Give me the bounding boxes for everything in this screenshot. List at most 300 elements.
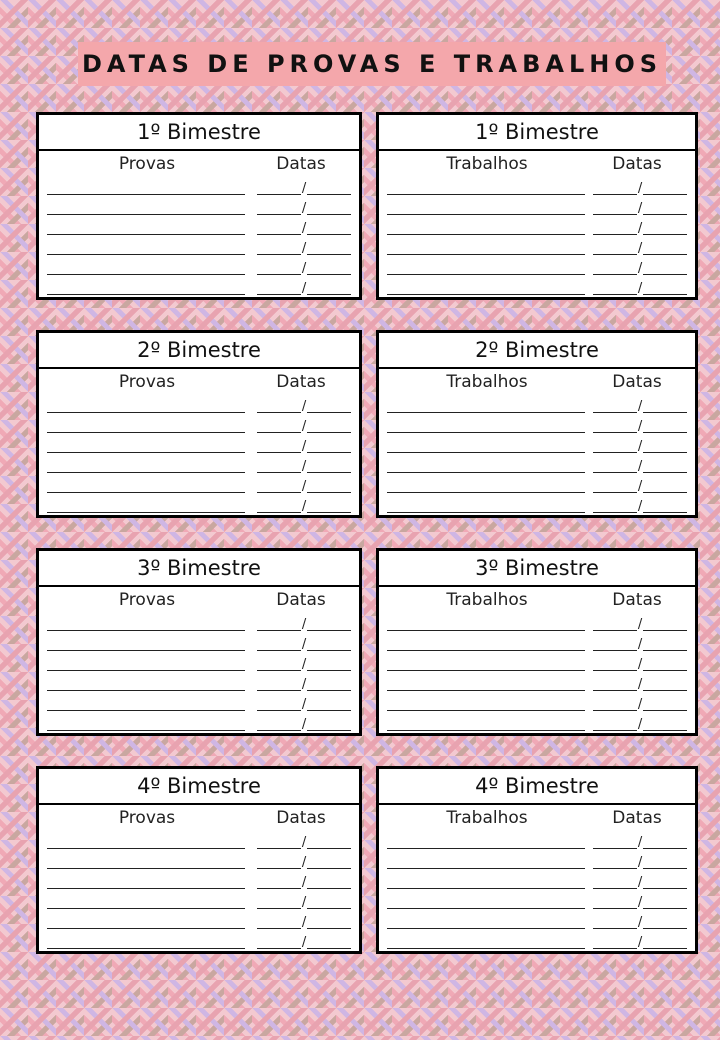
day-blank bbox=[593, 718, 637, 731]
column-header-dates: Datas bbox=[276, 590, 326, 610]
card-title: 1º Bimestre bbox=[39, 115, 359, 151]
month-blank bbox=[643, 638, 687, 651]
day-blank bbox=[593, 856, 637, 869]
month-blank bbox=[643, 856, 687, 869]
date-separator: / bbox=[637, 439, 643, 454]
day-blank bbox=[257, 500, 301, 513]
date-separator: / bbox=[637, 935, 643, 950]
title-banner bbox=[78, 42, 666, 86]
entry-row bbox=[387, 175, 687, 195]
day-blank bbox=[257, 698, 301, 711]
entry-row bbox=[387, 453, 687, 473]
subject-blank-line bbox=[47, 202, 245, 215]
subject-blank-line bbox=[47, 480, 245, 493]
entry-row bbox=[387, 869, 687, 889]
month-blank bbox=[643, 618, 687, 631]
date-separator: / bbox=[301, 935, 307, 950]
month-blank bbox=[307, 856, 351, 869]
month-blank bbox=[307, 618, 351, 631]
date-separator: / bbox=[301, 875, 307, 890]
entry-row bbox=[387, 473, 687, 493]
month-blank bbox=[307, 440, 351, 453]
subject-blank-line bbox=[387, 400, 585, 413]
column-headers bbox=[379, 587, 695, 611]
date-blank-line bbox=[593, 223, 687, 235]
date-blank-line bbox=[257, 639, 351, 651]
day-blank bbox=[257, 420, 301, 433]
date-separator: / bbox=[301, 241, 307, 256]
date-blank-line bbox=[257, 243, 351, 255]
date-separator: / bbox=[637, 419, 643, 434]
date-separator: / bbox=[637, 181, 643, 196]
month-blank bbox=[307, 916, 351, 929]
date-blank-line bbox=[593, 719, 687, 731]
subject-blank-line bbox=[387, 242, 585, 255]
date-blank-line bbox=[257, 441, 351, 453]
date-blank-line bbox=[593, 501, 687, 513]
date-blank-line bbox=[257, 877, 351, 889]
entry-row bbox=[47, 453, 351, 473]
date-blank-line bbox=[593, 481, 687, 493]
date-separator: / bbox=[637, 895, 643, 910]
date-blank-line bbox=[257, 183, 351, 195]
subject-blank-line bbox=[387, 638, 585, 651]
entry-row bbox=[387, 691, 687, 711]
entry-row bbox=[387, 215, 687, 235]
date-separator: / bbox=[301, 657, 307, 672]
day-blank bbox=[593, 222, 637, 235]
month-blank bbox=[643, 400, 687, 413]
subject-blank-line bbox=[47, 876, 245, 889]
entry-row bbox=[47, 493, 351, 513]
date-blank-line bbox=[593, 441, 687, 453]
month-blank bbox=[307, 262, 351, 275]
subject-blank-line bbox=[387, 182, 585, 195]
date-blank-line bbox=[593, 283, 687, 295]
subject-blank-line bbox=[387, 618, 585, 631]
day-blank bbox=[593, 896, 637, 909]
cards-grid bbox=[36, 112, 700, 954]
entry-row bbox=[47, 215, 351, 235]
date-blank-line bbox=[593, 877, 687, 889]
date-separator: / bbox=[637, 915, 643, 930]
entry-row bbox=[47, 631, 351, 651]
month-blank bbox=[643, 202, 687, 215]
day-blank bbox=[257, 638, 301, 651]
month-blank bbox=[307, 836, 351, 849]
subject-blank-line bbox=[387, 480, 585, 493]
date-separator: / bbox=[301, 637, 307, 652]
entry-row bbox=[47, 651, 351, 671]
subject-blank-line bbox=[47, 916, 245, 929]
entry-row bbox=[387, 929, 687, 949]
entry-rows bbox=[379, 829, 695, 949]
month-blank bbox=[643, 242, 687, 255]
entry-row bbox=[387, 889, 687, 909]
column-headers bbox=[379, 151, 695, 175]
date-separator: / bbox=[301, 221, 307, 236]
month-blank bbox=[643, 480, 687, 493]
date-blank-line bbox=[257, 283, 351, 295]
entry-row bbox=[47, 433, 351, 453]
subject-blank-line bbox=[387, 460, 585, 473]
subject-blank-line bbox=[47, 182, 245, 195]
date-separator: / bbox=[637, 637, 643, 652]
month-blank bbox=[643, 500, 687, 513]
entry-rows bbox=[39, 175, 359, 295]
date-separator: / bbox=[301, 677, 307, 692]
month-blank bbox=[307, 876, 351, 889]
subject-blank-line bbox=[387, 658, 585, 671]
month-blank bbox=[643, 222, 687, 235]
entry-row bbox=[387, 849, 687, 869]
entry-row bbox=[47, 889, 351, 909]
date-blank-line bbox=[593, 263, 687, 275]
day-blank bbox=[257, 876, 301, 889]
entry-row bbox=[387, 255, 687, 275]
date-separator: / bbox=[301, 895, 307, 910]
entry-row bbox=[387, 235, 687, 255]
month-blank bbox=[307, 420, 351, 433]
month-blank bbox=[643, 440, 687, 453]
date-blank-line bbox=[257, 837, 351, 849]
date-separator: / bbox=[637, 241, 643, 256]
day-blank bbox=[593, 182, 637, 195]
date-separator: / bbox=[637, 617, 643, 632]
entry-rows bbox=[379, 175, 695, 295]
date-blank-line bbox=[593, 699, 687, 711]
subject-blank-line bbox=[387, 262, 585, 275]
subject-blank-line bbox=[387, 420, 585, 433]
column-header-left: Trabalhos bbox=[446, 590, 528, 610]
column-header-left: Trabalhos bbox=[446, 808, 528, 828]
bimestre-card bbox=[36, 548, 362, 736]
subject-blank-line bbox=[387, 936, 585, 949]
entry-row bbox=[47, 671, 351, 691]
day-blank bbox=[257, 400, 301, 413]
month-blank bbox=[643, 698, 687, 711]
entry-rows bbox=[39, 829, 359, 949]
day-blank bbox=[257, 836, 301, 849]
subject-blank-line bbox=[387, 202, 585, 215]
entry-rows bbox=[379, 393, 695, 513]
date-blank-line bbox=[593, 837, 687, 849]
day-blank bbox=[257, 480, 301, 493]
day-blank bbox=[593, 282, 637, 295]
column-headers bbox=[39, 369, 359, 393]
column-header-left: Provas bbox=[118, 372, 176, 392]
date-separator: / bbox=[301, 855, 307, 870]
entry-row bbox=[47, 275, 351, 295]
date-blank-line bbox=[257, 719, 351, 731]
subject-blank-line bbox=[47, 678, 245, 691]
month-blank bbox=[307, 658, 351, 671]
month-blank bbox=[307, 222, 351, 235]
date-separator: / bbox=[637, 875, 643, 890]
day-blank bbox=[257, 262, 301, 275]
subject-blank-line bbox=[387, 440, 585, 453]
entry-rows bbox=[39, 611, 359, 731]
date-separator: / bbox=[637, 697, 643, 712]
date-separator: / bbox=[637, 479, 643, 494]
month-blank bbox=[307, 182, 351, 195]
subject-blank-line bbox=[47, 638, 245, 651]
date-separator: / bbox=[637, 677, 643, 692]
subject-blank-line bbox=[47, 400, 245, 413]
month-blank bbox=[643, 876, 687, 889]
date-blank-line bbox=[257, 619, 351, 631]
entry-row bbox=[47, 195, 351, 215]
subject-blank-line bbox=[47, 460, 245, 473]
subject-blank-line bbox=[47, 936, 245, 949]
column-headers bbox=[379, 805, 695, 829]
month-blank bbox=[307, 936, 351, 949]
date-blank-line bbox=[593, 897, 687, 909]
bimestre-card bbox=[376, 112, 698, 300]
entry-row bbox=[47, 711, 351, 731]
day-blank bbox=[593, 638, 637, 651]
month-blank bbox=[643, 836, 687, 849]
bimestre-card bbox=[376, 330, 698, 518]
date-separator: / bbox=[637, 855, 643, 870]
date-blank-line bbox=[593, 401, 687, 413]
date-separator: / bbox=[301, 181, 307, 196]
date-separator: / bbox=[637, 261, 643, 276]
subject-blank-line bbox=[387, 836, 585, 849]
subject-blank-line bbox=[47, 222, 245, 235]
date-separator: / bbox=[301, 915, 307, 930]
column-header-dates: Datas bbox=[276, 154, 326, 174]
entry-row bbox=[387, 671, 687, 691]
date-blank-line bbox=[257, 223, 351, 235]
entry-row bbox=[387, 493, 687, 513]
date-blank-line bbox=[593, 183, 687, 195]
column-header-dates: Datas bbox=[612, 372, 662, 392]
month-blank bbox=[307, 460, 351, 473]
month-blank bbox=[643, 678, 687, 691]
month-blank bbox=[307, 718, 351, 731]
day-blank bbox=[593, 242, 637, 255]
subject-blank-line bbox=[47, 440, 245, 453]
column-header-left: Provas bbox=[118, 154, 176, 174]
day-blank bbox=[257, 916, 301, 929]
column-header-dates: Datas bbox=[612, 154, 662, 174]
date-separator: / bbox=[637, 835, 643, 850]
entry-row bbox=[47, 929, 351, 949]
day-blank bbox=[593, 698, 637, 711]
card-title: 1º Bimestre bbox=[379, 115, 695, 151]
column-headers bbox=[39, 587, 359, 611]
subject-blank-line bbox=[47, 856, 245, 869]
date-separator: / bbox=[637, 221, 643, 236]
entry-row bbox=[47, 175, 351, 195]
entry-row bbox=[47, 691, 351, 711]
month-blank bbox=[643, 916, 687, 929]
column-headers bbox=[39, 151, 359, 175]
date-blank-line bbox=[593, 203, 687, 215]
subject-blank-line bbox=[47, 282, 245, 295]
month-blank bbox=[307, 500, 351, 513]
month-blank bbox=[307, 282, 351, 295]
date-blank-line bbox=[257, 461, 351, 473]
entry-row bbox=[47, 255, 351, 275]
column-header-dates: Datas bbox=[612, 590, 662, 610]
day-blank bbox=[257, 678, 301, 691]
day-blank bbox=[257, 856, 301, 869]
subject-blank-line bbox=[47, 658, 245, 671]
date-blank-line bbox=[593, 659, 687, 671]
day-blank bbox=[593, 500, 637, 513]
date-blank-line bbox=[257, 897, 351, 909]
entry-row bbox=[47, 869, 351, 889]
entry-row bbox=[387, 631, 687, 651]
date-separator: / bbox=[301, 717, 307, 732]
day-blank bbox=[593, 916, 637, 929]
entry-row bbox=[47, 611, 351, 631]
date-blank-line bbox=[257, 501, 351, 513]
date-blank-line bbox=[257, 679, 351, 691]
day-blank bbox=[593, 460, 637, 473]
entry-row bbox=[387, 909, 687, 929]
date-blank-line bbox=[257, 659, 351, 671]
month-blank bbox=[643, 936, 687, 949]
subject-blank-line bbox=[387, 896, 585, 909]
column-header-left: Trabalhos bbox=[446, 154, 528, 174]
entry-row bbox=[387, 651, 687, 671]
date-separator: / bbox=[301, 459, 307, 474]
bimestre-card bbox=[376, 548, 698, 736]
month-blank bbox=[643, 658, 687, 671]
entry-row bbox=[387, 275, 687, 295]
date-blank-line bbox=[593, 243, 687, 255]
month-blank bbox=[307, 242, 351, 255]
bimestre-card bbox=[36, 112, 362, 300]
month-blank bbox=[307, 678, 351, 691]
day-blank bbox=[257, 202, 301, 215]
date-blank-line bbox=[257, 263, 351, 275]
entry-row bbox=[387, 711, 687, 731]
day-blank bbox=[593, 836, 637, 849]
month-blank bbox=[643, 460, 687, 473]
date-separator: / bbox=[637, 499, 643, 514]
subject-blank-line bbox=[387, 916, 585, 929]
card-title: 4º Bimestre bbox=[39, 769, 359, 805]
column-header-left: Trabalhos bbox=[446, 372, 528, 392]
subject-blank-line bbox=[387, 718, 585, 731]
date-separator: / bbox=[301, 419, 307, 434]
date-separator: / bbox=[637, 281, 643, 296]
subject-blank-line bbox=[387, 500, 585, 513]
day-blank bbox=[593, 262, 637, 275]
date-blank-line bbox=[593, 461, 687, 473]
subject-blank-line bbox=[47, 262, 245, 275]
day-blank bbox=[257, 440, 301, 453]
column-header-left: Provas bbox=[118, 590, 176, 610]
entry-row bbox=[387, 829, 687, 849]
month-blank bbox=[643, 262, 687, 275]
card-title: 3º Bimestre bbox=[39, 551, 359, 587]
date-blank-line bbox=[593, 679, 687, 691]
date-separator: / bbox=[301, 479, 307, 494]
column-headers bbox=[39, 805, 359, 829]
date-separator: / bbox=[637, 459, 643, 474]
date-blank-line bbox=[257, 481, 351, 493]
day-blank bbox=[257, 658, 301, 671]
bimestre-card bbox=[36, 766, 362, 954]
day-blank bbox=[593, 420, 637, 433]
column-header-dates: Datas bbox=[612, 808, 662, 828]
date-blank-line bbox=[593, 937, 687, 949]
day-blank bbox=[593, 400, 637, 413]
date-blank-line bbox=[593, 639, 687, 651]
date-blank-line bbox=[593, 917, 687, 929]
date-blank-line bbox=[257, 699, 351, 711]
date-blank-line bbox=[257, 401, 351, 413]
bimestre-card bbox=[36, 330, 362, 518]
day-blank bbox=[257, 936, 301, 949]
entry-row bbox=[47, 413, 351, 433]
date-separator: / bbox=[637, 399, 643, 414]
date-separator: / bbox=[301, 697, 307, 712]
bimestre-card bbox=[376, 766, 698, 954]
day-blank bbox=[593, 202, 637, 215]
day-blank bbox=[593, 678, 637, 691]
card-title: 2º Bimestre bbox=[39, 333, 359, 369]
subject-blank-line bbox=[387, 678, 585, 691]
column-headers bbox=[379, 369, 695, 393]
date-separator: / bbox=[301, 835, 307, 850]
date-separator: / bbox=[301, 281, 307, 296]
date-blank-line bbox=[257, 421, 351, 433]
date-separator: / bbox=[301, 261, 307, 276]
month-blank bbox=[307, 896, 351, 909]
day-blank bbox=[257, 460, 301, 473]
entry-rows bbox=[379, 611, 695, 731]
column-header-dates: Datas bbox=[276, 372, 326, 392]
column-header-dates: Datas bbox=[276, 808, 326, 828]
entry-row bbox=[387, 611, 687, 631]
day-blank bbox=[257, 242, 301, 255]
entry-row bbox=[47, 473, 351, 493]
date-separator: / bbox=[637, 657, 643, 672]
month-blank bbox=[307, 638, 351, 651]
entry-rows bbox=[39, 393, 359, 513]
entry-row bbox=[387, 413, 687, 433]
day-blank bbox=[593, 440, 637, 453]
date-separator: / bbox=[301, 201, 307, 216]
subject-blank-line bbox=[47, 718, 245, 731]
entry-row bbox=[47, 909, 351, 929]
subject-blank-line bbox=[47, 242, 245, 255]
subject-blank-line bbox=[387, 876, 585, 889]
day-blank bbox=[257, 222, 301, 235]
entry-row bbox=[47, 235, 351, 255]
subject-blank-line bbox=[47, 836, 245, 849]
date-blank-line bbox=[593, 619, 687, 631]
month-blank bbox=[307, 400, 351, 413]
subject-blank-line bbox=[47, 698, 245, 711]
month-blank bbox=[307, 480, 351, 493]
date-blank-line bbox=[257, 203, 351, 215]
month-blank bbox=[643, 182, 687, 195]
subject-blank-line bbox=[47, 500, 245, 513]
month-blank bbox=[643, 896, 687, 909]
date-separator: / bbox=[637, 201, 643, 216]
month-blank bbox=[307, 698, 351, 711]
entry-row bbox=[47, 849, 351, 869]
date-blank-line bbox=[257, 937, 351, 949]
day-blank bbox=[593, 876, 637, 889]
